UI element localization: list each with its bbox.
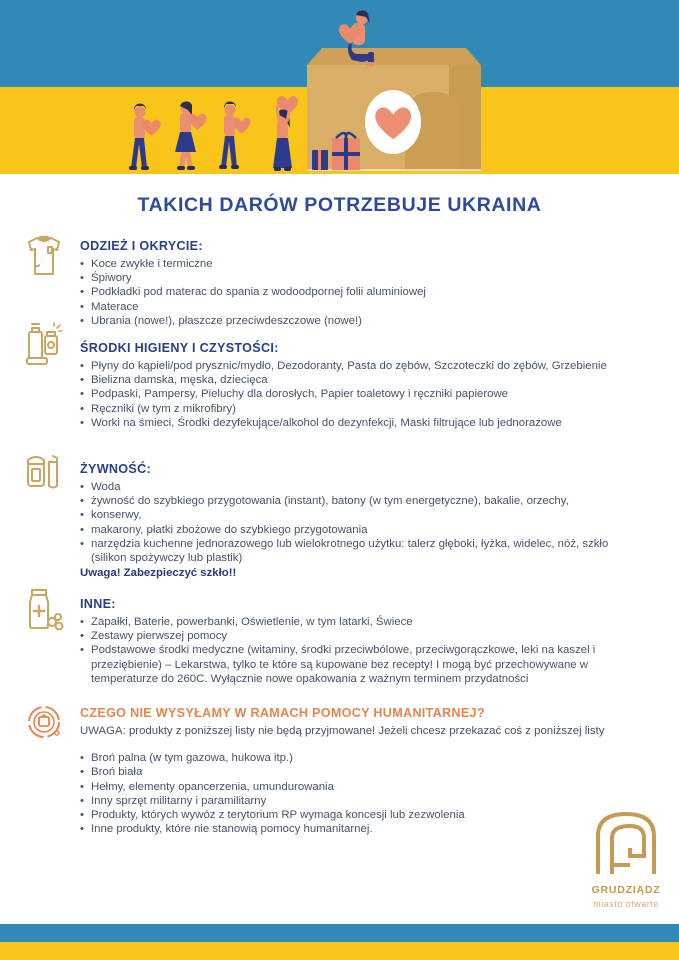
list-item: • Zestawy pierwszej pomocy (80, 629, 625, 643)
list-item: • Podpaski, Pampersy, Pieluchy dla dorosłych, Papier toaletowy i ręczniki papierowe (80, 387, 625, 401)
logo-tagline: miasto otwarte (593, 899, 659, 909)
grudziadz-logo (583, 808, 669, 909)
page-title: TAKICH DARÓW POTRZEBUJE UKRAINA (137, 194, 542, 216)
section-title: ŚRODKI HIGIENY I CZYSTOŚCI: (80, 341, 279, 355)
item-list (80, 359, 625, 430)
list-item: • Worki na śmieci, Środki dezyfekujące/alkohol do dezynfekcji, Maski filtrujące lub jednorazowe (80, 416, 625, 430)
item-list (80, 480, 625, 565)
item-list (80, 615, 625, 686)
list-item: • Ubrania (nowe!), płaszcze przeciwdeszczowe (nowe!) (80, 314, 625, 328)
person-illustration (175, 101, 207, 170)
list-item: • Broń biała (80, 765, 625, 779)
list-item: • Płyny do kąpieli/pod prysznic/mydło, Dezodoranty, Pasta do zębów, Szczoteczki do zębów, Grzebienie (80, 359, 625, 373)
list-item: • Ręczniki (w tym z mikrofibry) (80, 402, 625, 416)
donation-illustration (0, 0, 679, 174)
list-item: • Koce zwykłe i termiczne (80, 257, 625, 271)
section-clothing (80, 239, 625, 328)
list-item: • żywność do szybkiego przygotowania (instant), batony (w tym energetyczne), bakalie, orzechy, (80, 494, 625, 508)
list-item: • Bielizna damska, męska, dziecięca (80, 373, 625, 387)
section-food (80, 462, 625, 580)
section-title: ODZIEŻ I OKRYCIE: (80, 239, 203, 253)
list-item: • konserwy, (80, 508, 625, 522)
section-forbidden (80, 706, 625, 836)
item-list (80, 751, 625, 836)
hygiene-icon (24, 322, 64, 366)
shirt-icon (24, 234, 64, 278)
person-illustration (129, 103, 161, 170)
list-item: • Woda (80, 480, 625, 494)
item-list (80, 257, 625, 328)
person-illustration (219, 101, 251, 169)
list-item: • Inny sprzęt militarny i paramilitarny (80, 794, 625, 808)
section-other (80, 597, 625, 686)
glass-warning-note: Uwaga! Zabezpieczyć szkło!! (80, 567, 237, 580)
list-item: • Materace (80, 300, 625, 314)
list-item: • Inne produkty, które nie stanowią pomocy humanitarnej. (80, 822, 625, 836)
list-item: • Produkty, których wywóz z terytorium RP wymaga koncesji lub zezwolenia (80, 808, 625, 822)
section-hygiene (80, 341, 625, 430)
logo-city-name: GRUDZIĄDZ (591, 884, 661, 896)
list-item: • narzędzia kuchenne jednorazowego lub wielokrotnego użytku: talerz głęboki, łyżka, widelec, nóż, szkło (silikon spożywczy lub plastik) (80, 537, 625, 565)
forbidden-intro: UWAGA: produkty z poniższej listy nie będą przyjmowane! Jeżeli chcesz przekazać coś z poniższej listy (80, 725, 605, 737)
coin-icon (24, 702, 64, 746)
footer-blue-stripe (0, 924, 679, 942)
list-item: • Śpiwory (80, 271, 625, 285)
city-gate-icon (590, 808, 662, 876)
footer-yellow-stripe (0, 942, 679, 960)
hero-banner (0, 0, 679, 174)
list-item: • Podkładki pod materac do spania z wodoodpornej folii aluminiowej (80, 285, 625, 299)
list-item: • Zapałki, Baterie, powerbanki, Oświetlenie, w tym latarki, Świece (80, 615, 625, 629)
list-item: • Broń palna (w tym gazowa, hukowa itp.) (80, 751, 625, 765)
medicine-icon (24, 588, 64, 632)
list-item: • makarony, płatki zbożowe do szybkiego przygotowania (80, 523, 625, 537)
section-title: ŻYWNOŚĆ: (80, 462, 151, 476)
section-title: CZEGO NIE WYSYŁAMY W RAMACH POMOCY HUMANITARNEJ? (80, 706, 485, 720)
list-item: • Hełmy, elementy opancerzenia, umundurowania (80, 780, 625, 794)
person-illustration (273, 96, 298, 171)
section-title: INNE: (80, 597, 116, 611)
food-icon (24, 452, 64, 496)
list-item: • Podstawowe środki medyczne (witaminy, środki przeciwbólowe, przeciwgorączkowe, leki na kaszel i przeziębienie) – Lekarstwa, tylko te które są kupowane bez recepty! I mogą być przechowywane w temperaturze do 260C. Wyłącznie nowe opakowania z ważnym terminem przydatności (80, 643, 625, 686)
